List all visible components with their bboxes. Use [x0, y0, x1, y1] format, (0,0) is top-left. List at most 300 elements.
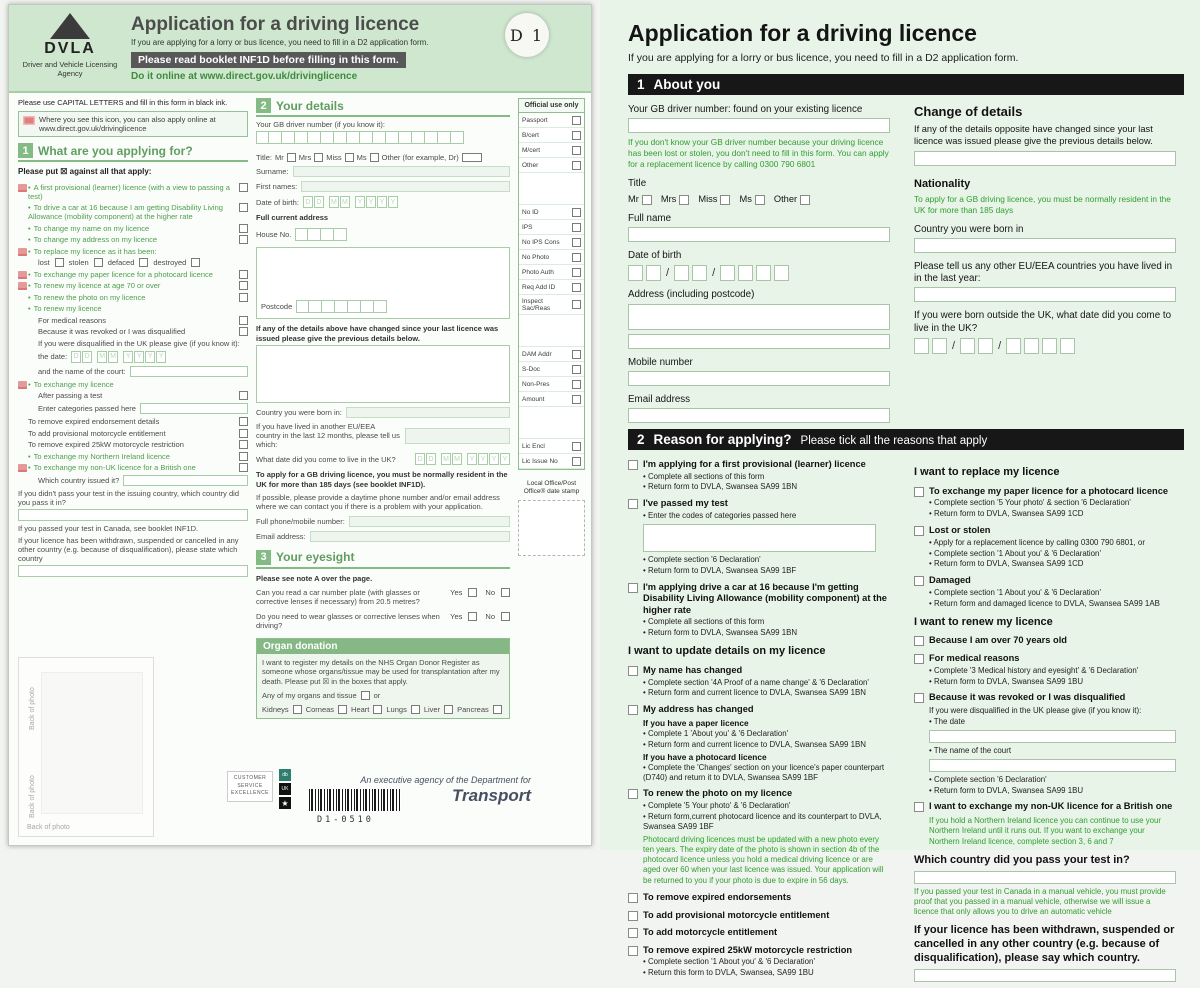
- checkbox[interactable]: [572, 253, 581, 262]
- official-use-label: S-Doc: [522, 365, 541, 373]
- reason-row: [628, 498, 890, 510]
- back-of-photo-label: Back of photo: [27, 824, 70, 831]
- reason-group-heading: I want to update details on my licence: [628, 645, 826, 658]
- organ-checkbox[interactable]: [411, 705, 420, 714]
- checkbox[interactable]: [239, 463, 248, 472]
- country-born-input[interactable]: [914, 238, 1176, 253]
- organ-donation-title: Organ donation: [257, 639, 509, 654]
- section-1-title: What are you applying for?: [38, 143, 193, 158]
- apply-reason-row: [18, 183, 248, 201]
- char-box[interactable]: [322, 300, 335, 313]
- checkbox[interactable]: [94, 258, 103, 267]
- char-box[interactable]: [309, 300, 322, 313]
- reason-checkbox[interactable]: [628, 499, 638, 509]
- date-box: D: [415, 453, 425, 465]
- checkbox[interactable]: [572, 365, 581, 374]
- reason-checkbox[interactable]: [914, 693, 924, 703]
- char-box[interactable]: [308, 131, 321, 144]
- date-box[interactable]: [692, 265, 707, 281]
- reason-block: [914, 854, 1176, 918]
- instruction-bullet: • Complete section '6 Declaration': [929, 774, 1047, 784]
- apply-reason-label: To remove expired 25kW motorcycle restriction: [28, 440, 184, 449]
- checkbox[interactable]: [239, 235, 248, 244]
- change-of-details-text: If any of the details opposite have changed since your last licence was issued please give the previous details below.: [914, 124, 1153, 147]
- organ-checkbox[interactable]: [493, 705, 502, 714]
- checkbox[interactable]: [572, 395, 581, 404]
- date-stamp-label: Local Office/Post Office® date stamp: [523, 480, 580, 496]
- date-box[interactable]: [756, 265, 771, 281]
- gb-driver-number-label: Your GB driver number: found on your existing licence: [628, 104, 863, 115]
- marker-spacer: [18, 441, 28, 449]
- reason-group-heading: I want to renew my licence: [914, 615, 1053, 628]
- instruction-bullet: • Return this form to DVLA, Swansea, SA99 1BU: [643, 968, 814, 978]
- title-option-label: Miss: [698, 194, 718, 205]
- date-box[interactable]: [738, 265, 753, 281]
- char-box[interactable]: [425, 131, 438, 144]
- dvla-logo-text: DVLA: [44, 40, 96, 57]
- dob-label: Date of birth:: [256, 197, 299, 207]
- reason-block: [628, 892, 890, 904]
- postcode-boxes[interactable]: [296, 300, 387, 313]
- first-names-label: First names:: [256, 182, 298, 191]
- form-title: Application for a driving licence: [131, 14, 420, 35]
- checkbox[interactable]: [314, 153, 323, 162]
- checkbox[interactable]: [572, 350, 581, 359]
- char-box[interactable]: [321, 131, 334, 144]
- organ-label: Lungs: [386, 704, 407, 714]
- reason-label: My address has changed: [643, 704, 754, 715]
- date-box: Y: [500, 453, 510, 465]
- no-checkbox[interactable]: [501, 588, 510, 597]
- reason-checkbox[interactable]: [628, 789, 638, 799]
- apply-reason-label: • To exchange my paper licence for a photocard licence: [28, 270, 239, 279]
- section-2-title: Your details: [276, 98, 344, 113]
- eyesight-q2-text: Do you need to wear glasses or corrective lenses when driving?: [256, 611, 440, 631]
- reason-row: [914, 635, 1176, 647]
- gb-driver-number-input[interactable]: [628, 118, 890, 133]
- checkbox[interactable]: [572, 208, 581, 217]
- text-input[interactable]: [130, 366, 248, 377]
- online-apply-icon: [23, 116, 35, 125]
- phone-input[interactable]: [349, 516, 510, 527]
- input-field: [38, 366, 248, 377]
- checkbox[interactable]: [572, 457, 581, 466]
- checkbox[interactable]: [239, 203, 248, 212]
- official-use-label: IPS: [522, 223, 533, 231]
- date-box[interactable]: [932, 338, 947, 354]
- checkbox[interactable]: [55, 258, 64, 267]
- date-box: Y: [355, 196, 365, 208]
- checkbox[interactable]: [679, 195, 689, 205]
- date-box[interactable]: [720, 265, 735, 281]
- first-names-input[interactable]: [301, 181, 510, 192]
- form-code-badge: D 1: [505, 13, 549, 57]
- country-born-input[interactable]: [346, 407, 510, 418]
- field-label: Which country issued it?: [38, 476, 120, 485]
- checkbox[interactable]: [572, 268, 581, 277]
- instruction-bullet: • Complete section '1 About you' & '6 Declaration': [929, 587, 1101, 597]
- date-box: M: [329, 196, 339, 208]
- section-1-title: About you: [653, 77, 721, 92]
- apply-reason-row: [18, 235, 248, 244]
- apply-reason-label: Because it was revoked or I was disqualified: [38, 327, 186, 336]
- checkbox[interactable]: [572, 116, 581, 125]
- checkbox[interactable]: [239, 224, 248, 233]
- eyesight-question-1: [256, 588, 510, 607]
- info-note: If you hold a Northern Ireland licence you can continue to use your Northern Ireland until it runs out. If you want to exchange your Northern Ireland licence, complete section 3, 6 and 7: [929, 816, 1162, 846]
- plain-text: If you were disqualified in the UK please give (if you know it):: [929, 706, 1142, 716]
- checkbox[interactable]: [572, 161, 581, 170]
- organ-checkbox[interactable]: [293, 705, 302, 714]
- title-prefix-label: Title:: [256, 153, 272, 162]
- instruction-bullet: • Return form to DVLA, Swansea SA99 1BF: [643, 565, 797, 575]
- dob-boxes: [628, 265, 890, 281]
- reason-row: [628, 704, 890, 716]
- date-box[interactable]: [628, 265, 643, 281]
- organ-any-checkbox[interactable]: [361, 691, 370, 700]
- date-box: D: [314, 196, 324, 208]
- checkbox[interactable]: [239, 270, 248, 279]
- reason-checkbox[interactable]: [914, 636, 924, 646]
- address-input-line2[interactable]: [628, 334, 890, 349]
- contact-note: If possible, please provide a daytime phone number and/or email address where we can contact you if there is a problem with your application.: [256, 492, 500, 512]
- char-box[interactable]: [295, 131, 308, 144]
- reason-label: For medical reasons: [929, 653, 1020, 664]
- date-box[interactable]: [978, 338, 993, 354]
- reason-checkbox[interactable]: [628, 666, 638, 676]
- checkbox[interactable]: [239, 316, 248, 325]
- checkbox[interactable]: [239, 327, 248, 336]
- char-box[interactable]: [347, 131, 360, 144]
- official-use-item: [519, 439, 584, 454]
- char-box[interactable]: [412, 131, 425, 144]
- reason-row: [914, 525, 1176, 537]
- option-label: stolen: [68, 258, 89, 267]
- eu-countries-input[interactable]: [914, 287, 1176, 302]
- char-box[interactable]: [399, 131, 412, 144]
- instruction-bullet: • The date: [929, 716, 965, 726]
- char-box[interactable]: [296, 300, 309, 313]
- date-box: Y: [134, 351, 144, 363]
- checkbox[interactable]: [239, 417, 248, 426]
- text-input[interactable]: [140, 403, 248, 414]
- char-box[interactable]: [269, 131, 282, 144]
- apply-reason-row: [18, 293, 248, 302]
- first-names-field: [256, 181, 510, 192]
- apply-reason-row: [18, 440, 248, 449]
- agency-name: Driver and Vehicle Licensing Agency: [22, 60, 118, 78]
- title-option-label: Mrs: [298, 153, 312, 162]
- reason-checkbox[interactable]: [914, 526, 924, 536]
- eu-country-input[interactable]: [405, 428, 510, 444]
- checkbox[interactable]: [800, 195, 810, 205]
- text-input[interactable]: [914, 871, 1176, 884]
- reason-block: [628, 665, 890, 698]
- official-use-label: Non-Pres: [522, 380, 550, 388]
- checkbox[interactable]: [239, 293, 248, 302]
- char-box[interactable]: [386, 131, 399, 144]
- official-use-label: Photo Auth: [522, 268, 554, 276]
- title-option-label: Mr: [628, 194, 639, 205]
- instruction-bullet: • Complete all sections of this form: [643, 617, 765, 627]
- codes-input[interactable]: [643, 524, 876, 552]
- checkbox[interactable]: [572, 300, 581, 309]
- reason-label: I want to exchange my non-UK licence for a British one: [929, 801, 1173, 812]
- apply-reason-row: [18, 380, 248, 389]
- reason-checkbox[interactable]: [914, 576, 924, 586]
- official-use-label: Req Add ID: [522, 283, 556, 291]
- email-input[interactable]: [310, 531, 510, 542]
- date-box[interactable]: [960, 338, 975, 354]
- yes-checkbox[interactable]: [468, 588, 477, 597]
- house-no-boxes[interactable]: [295, 228, 347, 241]
- text-input[interactable]: [929, 759, 1176, 772]
- text-input[interactable]: [18, 509, 248, 521]
- marker-spacer: [18, 236, 28, 244]
- char-box[interactable]: [373, 131, 386, 144]
- char-box[interactable]: [451, 131, 464, 144]
- apply-reason-label: • To exchange my licence: [28, 380, 248, 389]
- date-box[interactable]: [774, 265, 789, 281]
- email-address-input[interactable]: [628, 408, 890, 423]
- checkbox[interactable]: [239, 452, 248, 461]
- apply-reason-label: For medical reasons: [38, 315, 106, 325]
- title-option: [628, 194, 652, 205]
- reason-checkbox[interactable]: [628, 946, 638, 956]
- date-box[interactable]: [1060, 338, 1075, 354]
- reason-checkbox[interactable]: [914, 487, 924, 497]
- country-born-label: Country you were born in:: [256, 408, 342, 418]
- full-name-input[interactable]: [628, 227, 890, 242]
- official-use-box[interactable]: [519, 173, 584, 205]
- official-use-label: M/cert: [522, 146, 541, 154]
- char-box[interactable]: [361, 300, 374, 313]
- char-box[interactable]: [438, 131, 451, 144]
- date-box: M: [452, 453, 462, 465]
- condition-subheading: If you have a photocard licence: [643, 751, 767, 762]
- date-boxes[interactable]: [71, 351, 166, 363]
- instruction-bullet: • Complete section '1 About you' & '6 Declaration': [643, 957, 815, 967]
- checkbox[interactable]: [370, 153, 379, 162]
- instruction-bullet: • Apply for a replacement licence by calling 0300 790 6801, or: [929, 537, 1145, 547]
- checkbox[interactable]: [720, 195, 730, 205]
- official-use-box[interactable]: [519, 407, 584, 439]
- dob-boxes[interactable]: [303, 196, 398, 208]
- reason-label: To renew the photo on my licence: [643, 788, 793, 799]
- text-input[interactable]: [123, 475, 248, 486]
- section-2-subtitle: Please tick all the reasons that apply: [800, 434, 988, 447]
- previous-details-input[interactable]: [914, 151, 1176, 166]
- surname-input[interactable]: [293, 166, 510, 177]
- checkbox[interactable]: [239, 440, 248, 449]
- section-2-title: Reason for applying?: [653, 431, 792, 447]
- official-use-item: [519, 377, 584, 392]
- reason-block: [914, 635, 1176, 647]
- reason-checkbox[interactable]: [914, 654, 924, 664]
- checkbox[interactable]: [572, 442, 581, 451]
- official-use-box[interactable]: [519, 315, 584, 347]
- checkbox[interactable]: [239, 183, 248, 192]
- checkbox[interactable]: [191, 258, 200, 267]
- checkbox[interactable]: [755, 195, 765, 205]
- marker-spacer: [18, 204, 28, 212]
- official-use-label: Passport: [522, 116, 548, 124]
- date-box[interactable]: [914, 338, 929, 354]
- reason-checkbox[interactable]: [628, 928, 638, 938]
- online-icon: [18, 282, 27, 290]
- uk-arrival-label: What date did you come to live in the UK?: [256, 454, 396, 464]
- no-checkbox[interactable]: [501, 612, 510, 621]
- official-use-label: DAM Addr: [522, 350, 552, 358]
- section-3-title: Your eyesight: [276, 550, 355, 565]
- reason-group-heading: If your licence has been withdrawn, suspended or cancelled in any other country (e.g. because of disqualification), please say which country.: [914, 924, 1175, 964]
- reason-row: [628, 459, 890, 471]
- section-3-header: [256, 550, 510, 569]
- official-use-item: [519, 362, 584, 377]
- resident-note: To apply for a GB driving licence, you must be normally resident in the UK for more than 185 days (see booklet INF1D).: [256, 470, 508, 489]
- organ-checkbox[interactable]: [338, 705, 347, 714]
- text-input[interactable]: [929, 730, 1176, 743]
- note-text: If you were disqualified in the UK please give (if you know it):: [38, 338, 240, 348]
- reason-checkbox[interactable]: [628, 893, 638, 903]
- full-name-label: Full name: [628, 212, 672, 224]
- checkbox[interactable]: [572, 131, 581, 140]
- house-no-field: [256, 226, 510, 243]
- reason-row: [628, 892, 890, 904]
- reason-block: [914, 575, 1176, 608]
- official-use-column: [518, 98, 585, 843]
- official-use-item: [519, 113, 584, 128]
- reason-checkbox[interactable]: [628, 911, 638, 921]
- changed-details-note: If any of the details above have changed since your last licence was issued please give the previous details below.: [256, 324, 499, 343]
- char-box[interactable]: [282, 131, 295, 144]
- char-box[interactable]: [348, 300, 361, 313]
- checkbox[interactable]: [239, 281, 248, 290]
- section-2-number: 2: [256, 98, 271, 113]
- details-column: [256, 98, 510, 843]
- checkbox[interactable]: [345, 153, 354, 162]
- apply-reason-row: [18, 247, 248, 256]
- date-box[interactable]: [1042, 338, 1057, 354]
- organ-checkbox[interactable]: [444, 705, 453, 714]
- apply-reason-row: [18, 452, 248, 461]
- apply-reason-label: • To drive a car at 16 because I am getting Disability Living Allowance (mobility component) at the higher rate: [28, 203, 239, 221]
- char-box[interactable]: [295, 228, 308, 241]
- email-field: [256, 531, 510, 542]
- date-box: M: [108, 351, 118, 363]
- address-input[interactable]: [256, 247, 510, 319]
- yes-checkbox[interactable]: [468, 612, 477, 621]
- char-box[interactable]: [308, 228, 321, 241]
- organ-any-label: Any of my organs and tissue: [262, 690, 357, 700]
- address-input[interactable]: [628, 304, 890, 330]
- mobile-number-input[interactable]: [628, 371, 890, 386]
- char-box[interactable]: [256, 131, 269, 144]
- date-box[interactable]: [674, 265, 689, 281]
- organ-checkbox[interactable]: [373, 705, 382, 714]
- official-use-item: [519, 158, 584, 173]
- instruction-bullet: • Return form to DVLA, Swansea SA99 1CD: [929, 559, 1084, 569]
- previous-details-input[interactable]: [256, 345, 510, 403]
- checkbox[interactable]: [572, 380, 581, 389]
- reason-block: [628, 459, 890, 492]
- dob-field: [256, 196, 510, 208]
- instruction-bullet: • Return form to DVLA, Swansea SA99 1BU: [929, 676, 1084, 686]
- reason-group-heading: I want to replace my licence: [914, 465, 1060, 478]
- uk-arrival-boxes[interactable]: [415, 453, 510, 465]
- text-input[interactable]: [18, 565, 248, 577]
- official-use-item: [519, 250, 584, 265]
- reason-checkbox[interactable]: [914, 802, 924, 812]
- date-box[interactable]: [1024, 338, 1039, 354]
- checkbox[interactable]: [572, 283, 581, 292]
- apply-online-link[interactable]: Do it online at www.direct.gov.uk/drivinglicence: [131, 71, 358, 82]
- dvla-emblem-icon: [50, 13, 90, 39]
- checkbox[interactable]: [139, 258, 148, 267]
- reason-label: Because I am over 70 years old: [929, 635, 1067, 646]
- reason-row: [914, 801, 1176, 813]
- checkbox[interactable]: [287, 153, 296, 162]
- reason-checkbox[interactable]: [628, 705, 638, 715]
- char-box[interactable]: [334, 228, 347, 241]
- apply-reason-label: • To exchange my Northern Ireland licence: [28, 452, 239, 461]
- official-use-label: Inspect Sac/Reas: [522, 297, 551, 312]
- reason-block: [628, 704, 890, 782]
- checkbox[interactable]: [572, 238, 581, 247]
- official-use-label: B/cert: [522, 131, 539, 139]
- char-box[interactable]: [360, 131, 373, 144]
- title-option-label: Other: [773, 194, 798, 205]
- input-field: [38, 403, 248, 414]
- char-box[interactable]: [374, 300, 387, 313]
- checkbox[interactable]: [572, 223, 581, 232]
- badge-uk: UK: [279, 783, 291, 795]
- checkbox[interactable]: [239, 429, 248, 438]
- char-box[interactable]: [334, 131, 347, 144]
- instruction-bullet: • Return form to DVLA, Swansea SA99 1BU: [929, 785, 1084, 795]
- reason-checkbox[interactable]: [628, 460, 638, 470]
- date-box[interactable]: [646, 265, 661, 281]
- date-box: Y: [478, 453, 488, 465]
- reason-block: [914, 525, 1176, 569]
- info-note: If you passed your test in Canada in a manual vehicle, you must provide proof that you passed in a manual vehicle, otherwise we will issue a licence that only allows you to drive an automatic vehicle: [914, 886, 1166, 917]
- organ-donation-section: [256, 638, 510, 720]
- checkbox[interactable]: [239, 391, 248, 400]
- apply-reason-label: • To change my name on my licence: [28, 224, 239, 233]
- date-field: [38, 351, 248, 363]
- reason-row: [628, 788, 890, 800]
- official-use-item: [519, 220, 584, 235]
- checkbox[interactable]: [642, 195, 652, 205]
- reason-block: [914, 653, 1176, 686]
- char-box[interactable]: [335, 300, 348, 313]
- title-label: Title: [628, 177, 647, 189]
- reason-checkbox[interactable]: [628, 583, 638, 593]
- marker-spacer: [28, 392, 38, 400]
- checkbox[interactable]: [572, 146, 581, 155]
- replace-reason-options: [38, 258, 248, 267]
- reason-label: My name has changed: [643, 664, 743, 675]
- checkbox[interactable]: [462, 153, 482, 162]
- date-box[interactable]: [1006, 338, 1021, 354]
- reason-block: [914, 692, 1176, 795]
- apply-reason-row: [18, 463, 248, 472]
- char-box[interactable]: [321, 228, 334, 241]
- reason-block: [628, 945, 890, 978]
- date-box: Y: [145, 351, 155, 363]
- apply-reason-label: • To change my address on my licence: [28, 235, 239, 244]
- text-input[interactable]: [914, 969, 1176, 982]
